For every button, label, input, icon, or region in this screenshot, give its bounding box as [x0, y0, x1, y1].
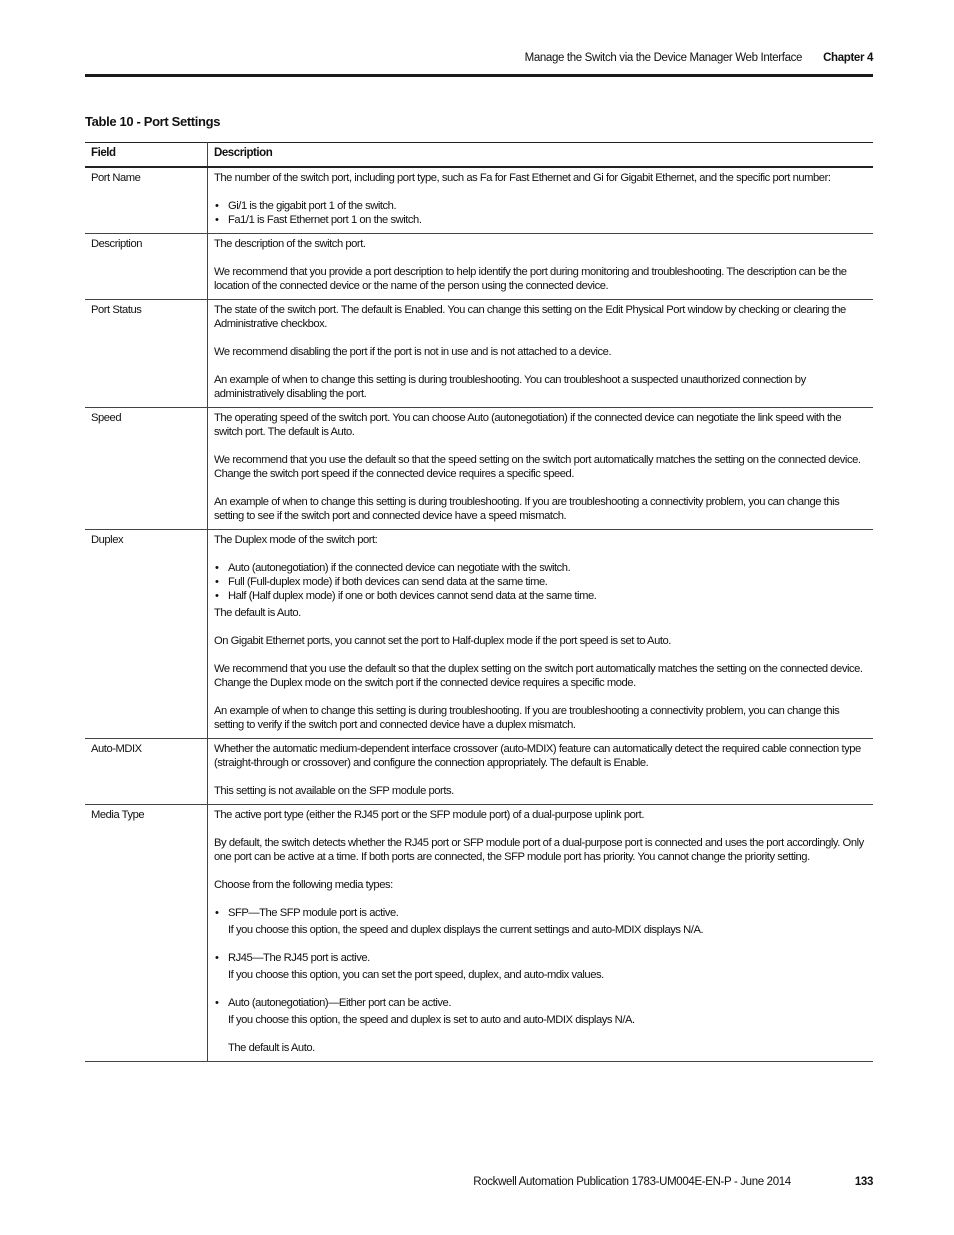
field-cell: Duplex: [85, 530, 208, 739]
paragraph: We recommend that you use the default so that the speed setting on the switch port automatically matches the setting on the connected device. Change the switch port speed if the connected device requires a specific speed.: [214, 454, 861, 480]
description-cell: [208, 234, 874, 300]
field-cell: Speed: [85, 408, 208, 530]
field-cell: Auto-MDIX: [85, 739, 208, 805]
description-cell: [208, 530, 874, 739]
publication-info: Rockwell Automation Publication 1783-UM004E-EN-P - June 2014: [473, 1176, 791, 1188]
bullet-glyph: •: [215, 997, 219, 1009]
table-row: [85, 167, 873, 234]
bullet-list: [214, 561, 867, 603]
field-cell: Description: [85, 234, 208, 300]
option-detail: If you choose this option, the speed and duplex is set to auto and auto-MDIX displays N/A.: [228, 1014, 635, 1026]
paragraph: The active port type (either the RJ45 port or the SFP module port) of a dual-purpose uplink port.: [214, 809, 644, 821]
description-cell: [208, 167, 874, 234]
description-cell: [208, 739, 874, 805]
column-header-field: Field: [85, 143, 208, 168]
table-header-row: [85, 143, 873, 168]
paragraph: The state of the switch port. The default is Enabled. You can change this setting on the Edit Physical Port window by checking or clearing the Administrative checkbox.: [214, 304, 846, 330]
port-settings-table: [85, 142, 873, 1062]
description-cell: [208, 300, 874, 408]
paragraph: Whether the automatic medium-dependent interface crossover (auto-MDIX) feature can automatically detect the required cable connection type (straight-through or crossover) and configure the connection appropriately. The default is Enable.: [214, 743, 861, 769]
paragraph: The number of the switch port, including port type, such as Fa for Fast Ethernet and Gi for Gigabit Ethernet, and the specific port number:: [214, 172, 831, 184]
page-number: 133: [854, 1176, 873, 1188]
paragraph: The default is Auto.: [214, 607, 301, 619]
field-cell: Port Status: [85, 300, 208, 408]
field-cell: Port Name: [85, 167, 208, 234]
media-type-option: [214, 951, 867, 982]
column-header-description: Description: [208, 143, 874, 168]
paragraph: We recommend that you provide a port description to help identify the port during monitoring and troubleshooting. The description can be the location of the connected device or the name of the person using the connected device.: [214, 266, 847, 292]
option-detail: If you choose this option, the speed and duplex displays the current settings and auto-MDIX displays N/A.: [228, 924, 704, 936]
table-row: [85, 739, 873, 805]
list-item: • Full (Full-duplex mode) if both devices can send data at the same time.: [214, 575, 867, 589]
list-item: • Fa1/1 is Fast Ethernet port 1 on the switch.: [214, 213, 867, 227]
bullet-list: [214, 199, 867, 227]
header-rule: [85, 74, 873, 77]
page-footer: [85, 1176, 873, 1188]
paragraph: An example of when to change this setting is during troubleshooting. If you are troubleshooting a connectivity problem, you can change this setting to verify if the switch port and connected device have a duplex mismatch.: [214, 705, 840, 731]
description-cell: [208, 408, 874, 530]
paragraph: On Gigabit Ethernet ports, you cannot set the port to Half-duplex mode if the port speed is set to Auto.: [214, 635, 671, 647]
paragraph: The description of the switch port.: [214, 238, 366, 250]
header-chapter: Chapter 4: [823, 52, 873, 64]
paragraph: This setting is not available on the SFP module ports.: [214, 785, 454, 797]
description-cell: [208, 805, 874, 1062]
paragraph: The Duplex mode of the switch port:: [214, 534, 378, 546]
option-label: SFP—The SFP module port is active.: [228, 907, 399, 919]
field-cell: Media Type: [85, 805, 208, 1062]
paragraph: We recommend that you use the default so that the duplex setting on the switch port automatically matches the setting on the connected device. Change the Duplex mode on the switch port if the connected device requires a specific mode.: [214, 663, 863, 689]
paragraph: The operating speed of the switch port. You can choose Auto (autonegotiation) if the connected device can negotiate the link speed with the switch port. The default is Auto.: [214, 412, 842, 438]
table-caption: Table 10 - Port Settings: [85, 114, 221, 129]
paragraph: By default, the switch detects whether the RJ45 port or SFP module port of a dual-purpose port is connected and uses the port accordingly. Only one port can be active at a time. If both ports are connected, the SFP module port has priority. You cannot change the priority setting.: [214, 837, 864, 863]
table-row: [85, 234, 873, 300]
running-header: [85, 52, 873, 64]
table-row: [85, 530, 873, 739]
media-type-option: [214, 996, 867, 1027]
option-label: RJ45—The RJ45 port is active.: [228, 952, 370, 964]
paragraph: We recommend disabling the port if the port is not in use and is not attached to a device.: [214, 346, 612, 358]
option-detail: If you choose this option, you can set the port speed, duplex, and auto-mdix values.: [228, 969, 604, 981]
header-title: Manage the Switch via the Device Manager Web Interface: [524, 52, 803, 64]
bullet-glyph: •: [215, 952, 219, 964]
list-item: • Half (Half duplex mode) if one or both devices cannot send data at the same time.: [214, 589, 867, 603]
paragraph: An example of when to change this setting is during troubleshooting. You can troubleshoot a suspected unauthorized connection by administratively disabling the port.: [214, 374, 806, 400]
media-type-option: [214, 906, 867, 937]
option-label: Auto (autonegotiation)—Either port can be active.: [228, 997, 451, 1009]
table-row: [85, 805, 873, 1062]
paragraph: The default is Auto.: [228, 1042, 315, 1054]
list-item: • Gi/1 is the gigabit port 1 of the switch.: [214, 199, 867, 213]
list-item: • Auto (autonegotiation) if the connected device can negotiate with the switch.: [214, 561, 867, 575]
paragraph: Choose from the following media types:: [214, 879, 393, 891]
table-row: [85, 300, 873, 408]
bullet-glyph: •: [215, 907, 219, 919]
table-row: [85, 408, 873, 530]
paragraph: An example of when to change this setting is during troubleshooting. If you are troubleshooting a connectivity problem, you can change this setting to see if the switch port and connected device have a speed mismatch.: [214, 496, 840, 522]
